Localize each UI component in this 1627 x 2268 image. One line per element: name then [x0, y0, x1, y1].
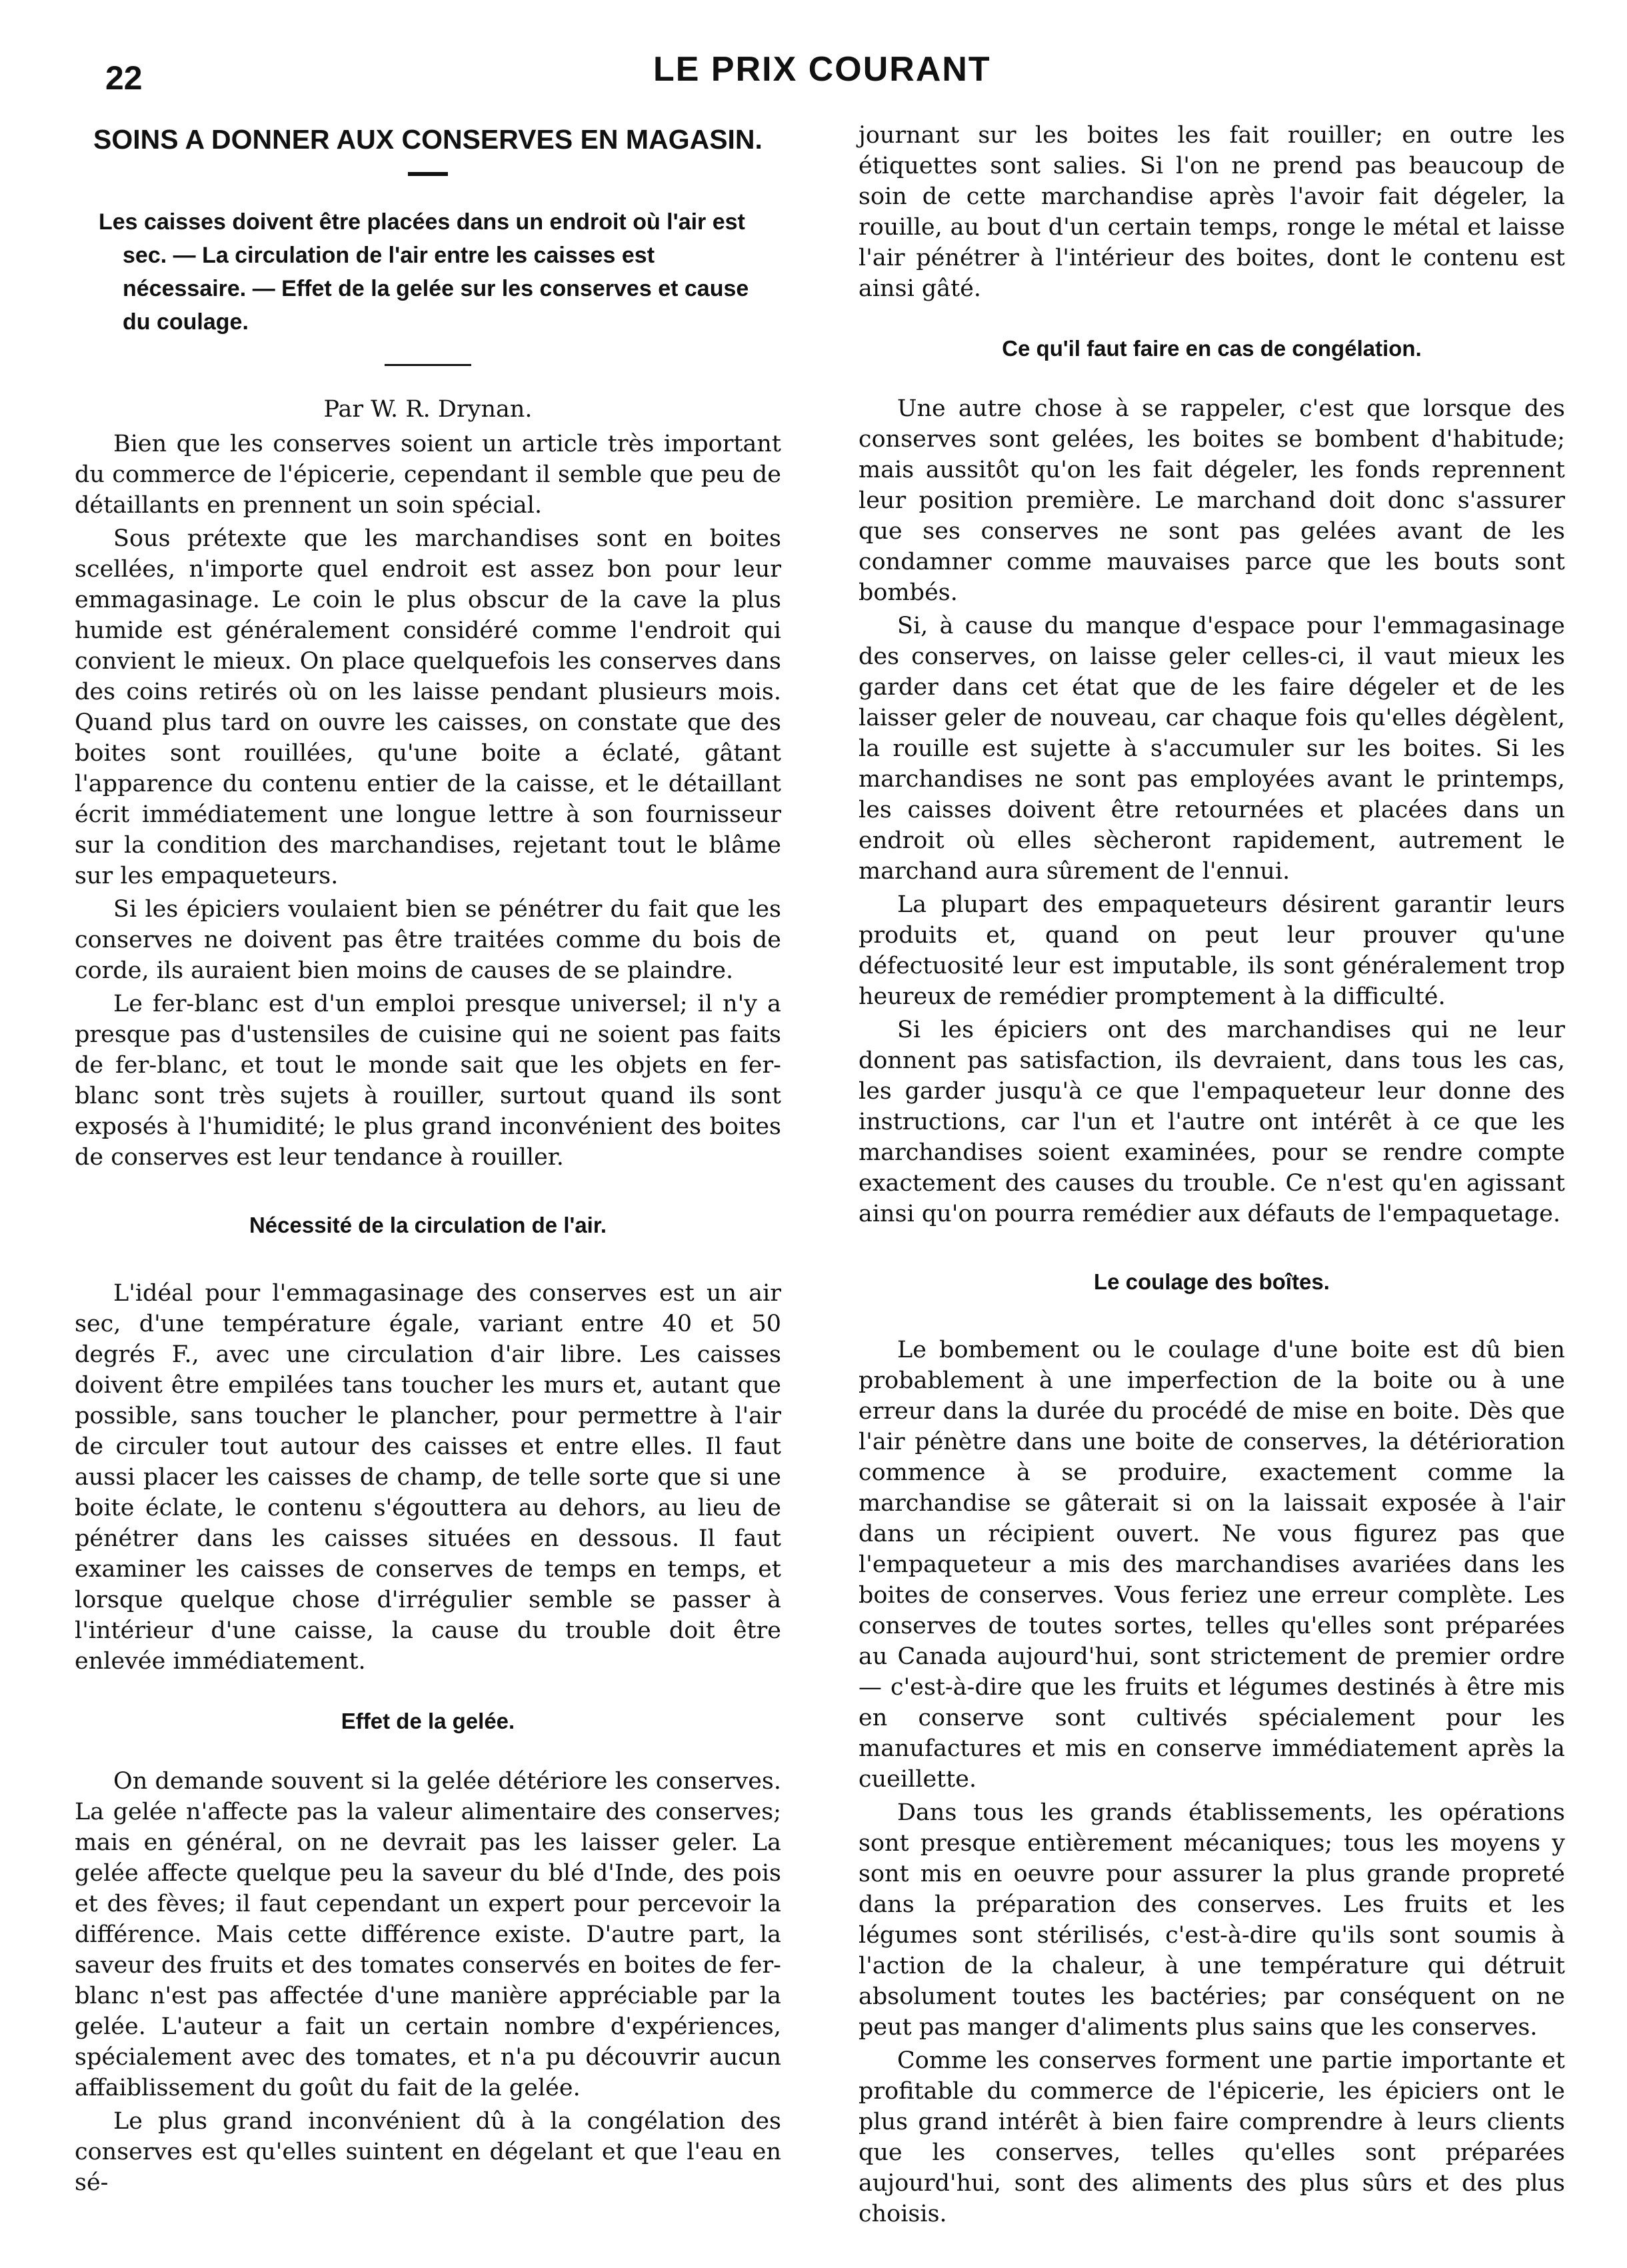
right-column [858, 120, 1565, 2232]
running-head: LE PRIX COURANT [653, 50, 991, 89]
section-heading: Ce qu'il faut faire en cas de congélation. [1002, 336, 1422, 361]
paragraph: Une autre chose à se rappeler, c'est que lorsque des conserves sont gelées, les boites se bombent d'habitude; mais aussitôt qu'on les fait dégeler, les fonds reprennent leur position première. Le marchand doit donc s'assurer que ses conserves ne sont pas gelées avant de les condamner comme mauvaises parce que les bouts sont bombés. [858, 395, 1565, 606]
paragraph: Le plus grand inconvénient dû à la congélation des conserves est qu'elles suintent en dégelant et que l'eau en sé- [75, 2108, 781, 2196]
paragraph: Comme les conserves forment une partie importante et profitable du commerce de l'épicerie, les épiciers ont le plus grand intérêt à bien faire comprendre à leurs clients que les conserves, telles qu'elles sont préparées aujourd'hui, sont des aliments des plus sûrs et des plus choisis. [858, 2047, 1565, 2227]
paragraph: Sous prétexte que les marchandises sont en boites scellées, n'importe quel endroit est assez bon pour leur emmagasinage. Le coin le plus obscur de la cave la plus humide est généralement considéré comme l'endroit qui convient le mieux. On place quelquefois les conserves dans des coins retirés où on les laisse pendant plusieurs mois. Quand plus tard on ouvre les caisses, on constate que des boites sont rouillées, qu'une boite a éclaté, gâtant l'apparence du contenu entier de la caisse, et le détaillant écrit immédiatement une longue lettre à son fournisseur sur la condition des marchandises, rejetant tout le blâme sur les empaqueteurs. [75, 525, 781, 889]
paragraph: Si, à cause du manque d'espace pour l'emmagasinage des conserves, on laisse geler celles-ci, il vaut mieux les garder dans cet état que de les faire dégeler et de les laisser geler de nouveau, car chaque fois qu'elles dégèlent, la rouille est sujette à s'accumuler sur les boites. Si les marchandises ne sont pas employées avant le printemps, les caisses doivent être retournées et placées dans un endroit où elles sècheront rapidement, autrement le marchand aura sûrement de l'ennui. [858, 613, 1565, 885]
section-heading: Le coulage des boîtes. [1094, 1269, 1330, 1294]
paragraph: L'idéal pour l'emmagasinage des conserves est un air sec, d'une température égale, variant entre 40 et 50 degrés F., avec une circulation d'air libre. Les caisses doivent être empilées tans toucher les murs et, autant que possible, sans toucher le plancher, pour permettre à l'air de circuler tout autour des caisses et entre elles. Il faut aussi placer les caisses de champ, de telle sorte que si une boite éclate, le contenu s'égouttera au dehors, au lieu de pénétrer dans les caisses situées en dessous. Il faut examiner les caisses de conserves de temps en temps, et lorsque quelque chose d'irrégulier semble se passer à l'intérieur d'une caisse, la cause du trouble doit être enlevée immédiatement. [75, 1280, 781, 1675]
article-title: SOINS A DONNER AUX CONSERVES EN MAGASIN. [93, 124, 763, 155]
paragraph: Le fer-blanc est d'un emploi presque universel; il n'y a presque pas d'ustensiles de cuisine qui ne soient pas faits de fer-blanc, et tout le monde sait que les objets en fer-blanc sont très sujets à rouiller, surtout quand ils sont exposés à l'humidité; le plus grand inconvénient des boites de conserves est leur tendance à rouiller. [75, 991, 781, 1171]
paragraph: On demande souvent si la gelée détériore les conserves. La gelée n'affecte pas la valeur alimentaire des conserves; mais en général, on ne devrait pas les laisser geler. La gelée affecte quelque peu la saveur du blé d'Inde, des pois et des fèves; il faut cependant un expert pour percevoir la différence. Mais cette différence existe. D'autre part, la saveur des fruits et des tomates conservés en boites de fer-blanc n'est pas affectée d'une manière appréciable par la gelée. L'auteur a fait un certain nombre d'expériences, spécialement avec des tomates, et n'a pu découvrir aucun affaiblissement du goût du fait de la gelée. [75, 1768, 781, 2101]
paragraph: Dans tous les grands établissements, les opérations sont presque entièrement mécaniques; tous les moyens y sont mis en oeuvre pour assurer la plus grande propreté dans la préparation des conserves. Les fruits et les légumes sont stérilisés, c'est-à-dire qu'ils sont soumis à l'action de la chaleur, à une température qui détruit absolument toutes les bactéries; par conséquent on ne peut pas manger d'aliments plus sains que les conserves. [858, 1799, 1565, 2041]
paragraph-continued: journant sur les boites les fait rouiller; en outre les étiquettes sont salies. Si l'on ne prend pas beaucoup de soin de cette marchandise après l'avoir fait dégeler, la rouille, au bout d'un certain temps, ronge le métal et laisse l'air pénétrer à l'intérieur des boites, dont le contenu est ainsi gâté. [858, 122, 1565, 302]
article-summary: Les caisses doivent être placées dans un endroit où l'air est sec. — La circulation de l'air entre les caisses est nécessaire. — Effet de la gelée sur les conserves et cause du coulage. [99, 209, 749, 335]
byline: Par W. R. Drynan. [323, 396, 533, 423]
section-heading: Effet de la gelée. [341, 1709, 515, 1733]
summary-rule [385, 364, 471, 366]
paragraph: Si les épiciers voulaient bien se pénétrer du fait que les conserves ne doivent pas être traitées comme du bois de corde, ils auraient bien moins de causes de se plaindre. [75, 896, 781, 984]
paragraph: Le bombement ou le coulage d'une boite est dû bien probablement à une imperfection de la boite ou à une erreur dans la durée du procédé de mise en boite. Dès que l'air pénètre dans une boite de conserves, la détérioration commence à se produire, exactement comme la marchandise se gâterait si on la laissait exposée à l'air dans un récipient ouvert. Ne vous figurez pas que l'empaqueteur a mis des marchandises avariées dans les boites de conserves. Vous feriez une erreur complète. Les conserves de toutes sortes, telles qu'elles sont préparées au Canada aujourd'hui, sont strictement de premier ordre — c'est-à-dire que les fruits et légumes destinés à être mis en conserve sont cultivés spécialement pour les manufactures et mis en conserve immédiatement après la cueillette. [858, 1337, 1565, 1793]
paragraph: La plupart des empaqueteurs désirent garantir leurs produits et, quand on peut leur prouver qu'une défectuosité leur est imputable, ils sont généralement trop heureux de remédier promptement à la difficulté. [858, 891, 1565, 1010]
title-ornament [408, 172, 448, 176]
section-heading: Nécessité de la circulation de l'air. [249, 1213, 607, 1237]
left-column [75, 120, 781, 2201]
page-number: 22 [105, 59, 143, 97]
paragraph: Si les épiciers ont des marchandises qui ne leur donnent pas satisfaction, ils devraient, dans tous les cas, les garder jusqu'à ce que l'empaqueteur leur donne des instructions, car l'un et l'autre ont intérêt à ce que les marchandises soient examinées, pour se rendre compte exactement des causes du trouble. Ce n'est qu'en agissant ainsi qu'on pourra remédier aux défauts de l'empaquetage. [858, 1017, 1565, 1227]
paragraph: Bien que les conserves soient un article très important du commerce de l'épicerie, cependant il semble que peu de détaillants en prennent un soin spécial. [75, 431, 781, 519]
